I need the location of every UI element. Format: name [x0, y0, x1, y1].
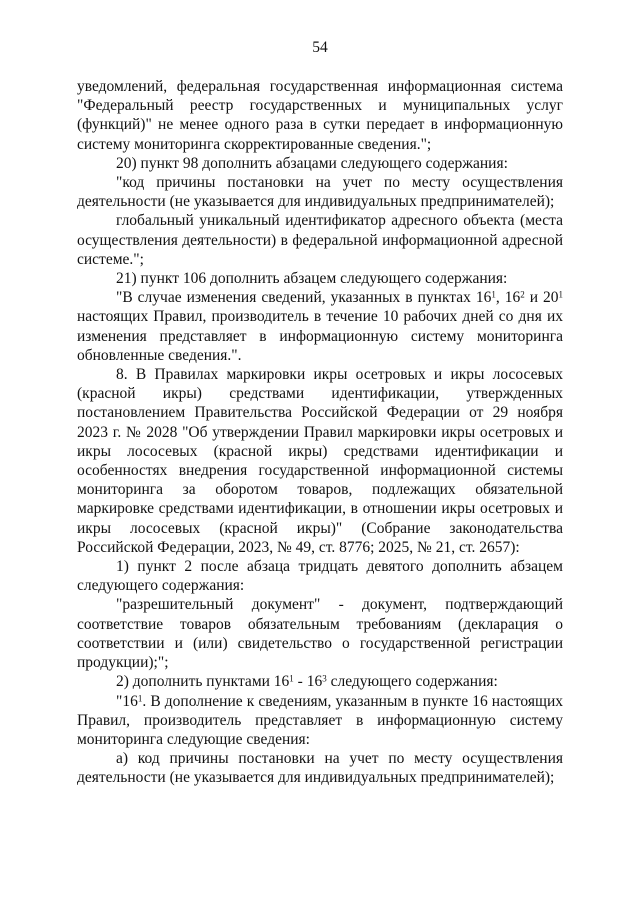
paragraph-subitem-1: 1) пункт 2 после абзаца тридцать девятого дополнить абзацем следующего содержания:	[77, 558, 563, 595]
paragraph-item-21: 21) пункт 106 дополнить абзацем следующего содержания:	[116, 270, 508, 288]
paragraph-item-20: 20) пункт 98 дополнить абзацами следующего содержания:	[116, 154, 508, 172]
page-number: 54	[312, 39, 328, 56]
paragraph-continuation: уведомлений, федеральная государственная информационная система "Федеральный реестр государственных и муниципальных услуг (функций)" не менее одного раза в сутки передает в информационную систему мониторинга скорректированные сведения.";	[77, 78, 563, 153]
document-body	[77, 77, 563, 788]
paragraph-section-8: 8. В Правилах маркировки икры осетровых и икры лососевых (красной икры) средствами идентификации, утвержденных постановлением Правительства Российской Федерации от 29 ноября 2023 г. № 2028 "Об утверждении Правил маркировки икры осетровых и икры лососевых (красной икры) средствами идентификации и особенностях внедрения государственной информационной системы мониторинга за оборотом товаров, подлежащих обязательной маркировке средствами идентификации, в отношении икры осетровых и икры лососевых (красной икры)" (Собрание законодательства Российской Федерации, 2023, № 49, ст. 8776; 2025, № 21, ст. 2657):	[77, 366, 563, 556]
paragraph-quote-change-info: "В случае изменения сведений, указанных в пунктах $16^1$, $16^2$ и $20^1$ настоящих Правил, производитель в течение 10 рабочих дней со дня их изменения представляет в информационную систему мониторинга обновленные сведения.".	[77, 289, 564, 364]
paragraph-quote-permit-document: "разрешительный документ" - документ, подтверждающий соответствие товаров обязательным требованиям (декларация о соответствии и (или) свидетельство о государственной регистрации продукции);";	[77, 596, 563, 672]
paragraph-quote-inn-code: "код причины постановки на учет по месту осуществления деятельности (не указывается для индивидуальных предпринимателей);	[77, 174, 563, 211]
paragraph-item-a: а) код причины постановки на учет по месту осуществления деятельности (не указывается для индивидуальных предпринимателей);	[77, 750, 563, 787]
paragraph-subitem-2: 2) дополнить пунктами $16^1 - 16^3$ следующего содержания:	[116, 673, 498, 691]
paragraph-quote-address-id: глобальный уникальный идентификатор адресного объекта (места осуществления деятельности) в федеральной информационной адресной системе.";	[77, 212, 563, 268]
paragraph-quote-16-1: "$16^1$. В дополнение к сведениям, указанным в пункте 16 настоящих Правил, производитель представляет в информационную систему мониторинга следующие сведения:	[77, 692, 563, 748]
